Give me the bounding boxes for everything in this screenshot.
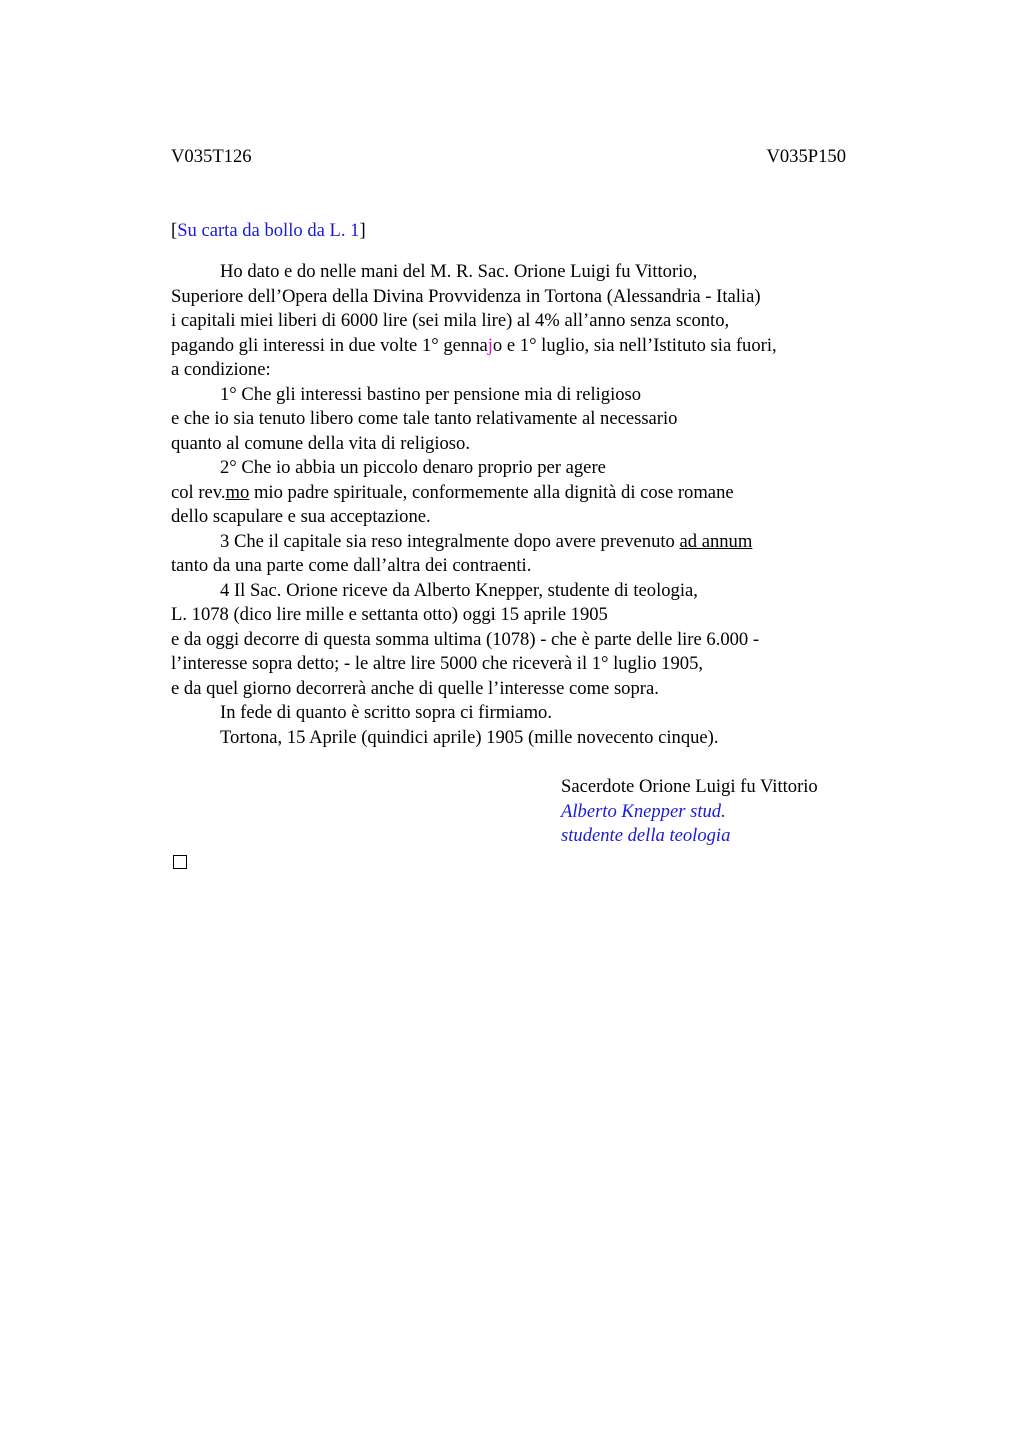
end-marker-square-icon xyxy=(173,855,187,869)
correction-letter: j xyxy=(487,334,493,356)
text-span: 3 Che il capitale sia reso integralmente dopo avere prevenuto xyxy=(220,530,680,552)
body-line: e da quel giorno decorrerà anche di quelle l’interesse come sopra. xyxy=(171,677,659,699)
body-line: dello scapulare e sua acceptazione. xyxy=(171,506,431,527)
body-line: L. 1078 (dico lire mille e settanta otto) oggi 15 aprile 1905 xyxy=(171,604,608,625)
underlined-text: ad annum xyxy=(679,530,753,552)
body-line: 2° Che io abbia un piccolo denaro proprio per agere xyxy=(220,457,606,478)
body-line: Ho dato e do nelle mani del M. R. Sac. Orione Luigi fu Vittorio, xyxy=(220,261,698,282)
signature-knepper-title: studente della teologia xyxy=(561,825,731,846)
note-text: Su carta da bollo da L. 1 xyxy=(177,219,360,241)
body-line: tanto da una parte come dall’altra dei contraenti. xyxy=(171,555,532,576)
body-line: a condizione: xyxy=(171,359,271,380)
document-codes xyxy=(171,145,846,170)
text-span: mio padre spirituale, conformemente alla dignità di cose romane xyxy=(249,481,734,503)
body-line: quanto al comune della vita di religioso. xyxy=(171,432,470,454)
editorial-note xyxy=(171,219,851,244)
body-line: Tortona, 15 Aprile (quindici aprile) 1905 (mille novecento cinque). xyxy=(220,726,719,748)
bracket-open: [ xyxy=(171,219,178,241)
text-span: col rev. xyxy=(171,481,226,503)
right-code: V035P150 xyxy=(766,146,846,167)
body-line: e che io sia tenuto libero come tale tanto relativamente al necessario xyxy=(171,408,678,429)
signature-knepper: Alberto Knepper stud. xyxy=(561,800,726,822)
left-code: V035T126 xyxy=(171,146,252,167)
body-line: In fede di quanto è scritto sopra ci firmiamo. xyxy=(220,702,553,723)
body-line: Superiore dell’Opera della Divina Provvidenza in Tortona (Alessandria - Italia) xyxy=(171,285,761,307)
text-span: pagando gli interessi in due volte 1° genna xyxy=(171,334,488,356)
body-line: e da oggi decorre di questa somma ultima (1078) - che è parte delle lire 6.000 - xyxy=(171,628,760,650)
document-page xyxy=(171,145,851,876)
signature-block xyxy=(561,775,851,849)
body-line xyxy=(171,481,851,506)
body-line: 1° Che gli interessi bastino per pensione mia di religioso xyxy=(220,383,642,405)
body-line: l’interesse sopra detto; - le altre lire 5000 che riceverà il 1° luglio 1905, xyxy=(171,653,704,674)
bracket-close: ] xyxy=(359,219,366,241)
letter-body xyxy=(171,260,851,750)
body-line xyxy=(171,530,851,555)
signature-orione: Sacerdote Orione Luigi fu Vittorio xyxy=(561,776,818,797)
body-line: 4 Il Sac. Orione riceve da Alberto Knepper, studente di teologia, xyxy=(220,579,698,601)
body-line xyxy=(171,334,851,359)
underlined-text: mo xyxy=(225,481,250,503)
text-span: o e 1° luglio, sia nell’Istituto sia fuori, xyxy=(492,334,777,356)
body-line: i capitali miei liberi di 6000 lire (sei mila lire) al 4% all’anno senza sconto, xyxy=(171,310,730,331)
